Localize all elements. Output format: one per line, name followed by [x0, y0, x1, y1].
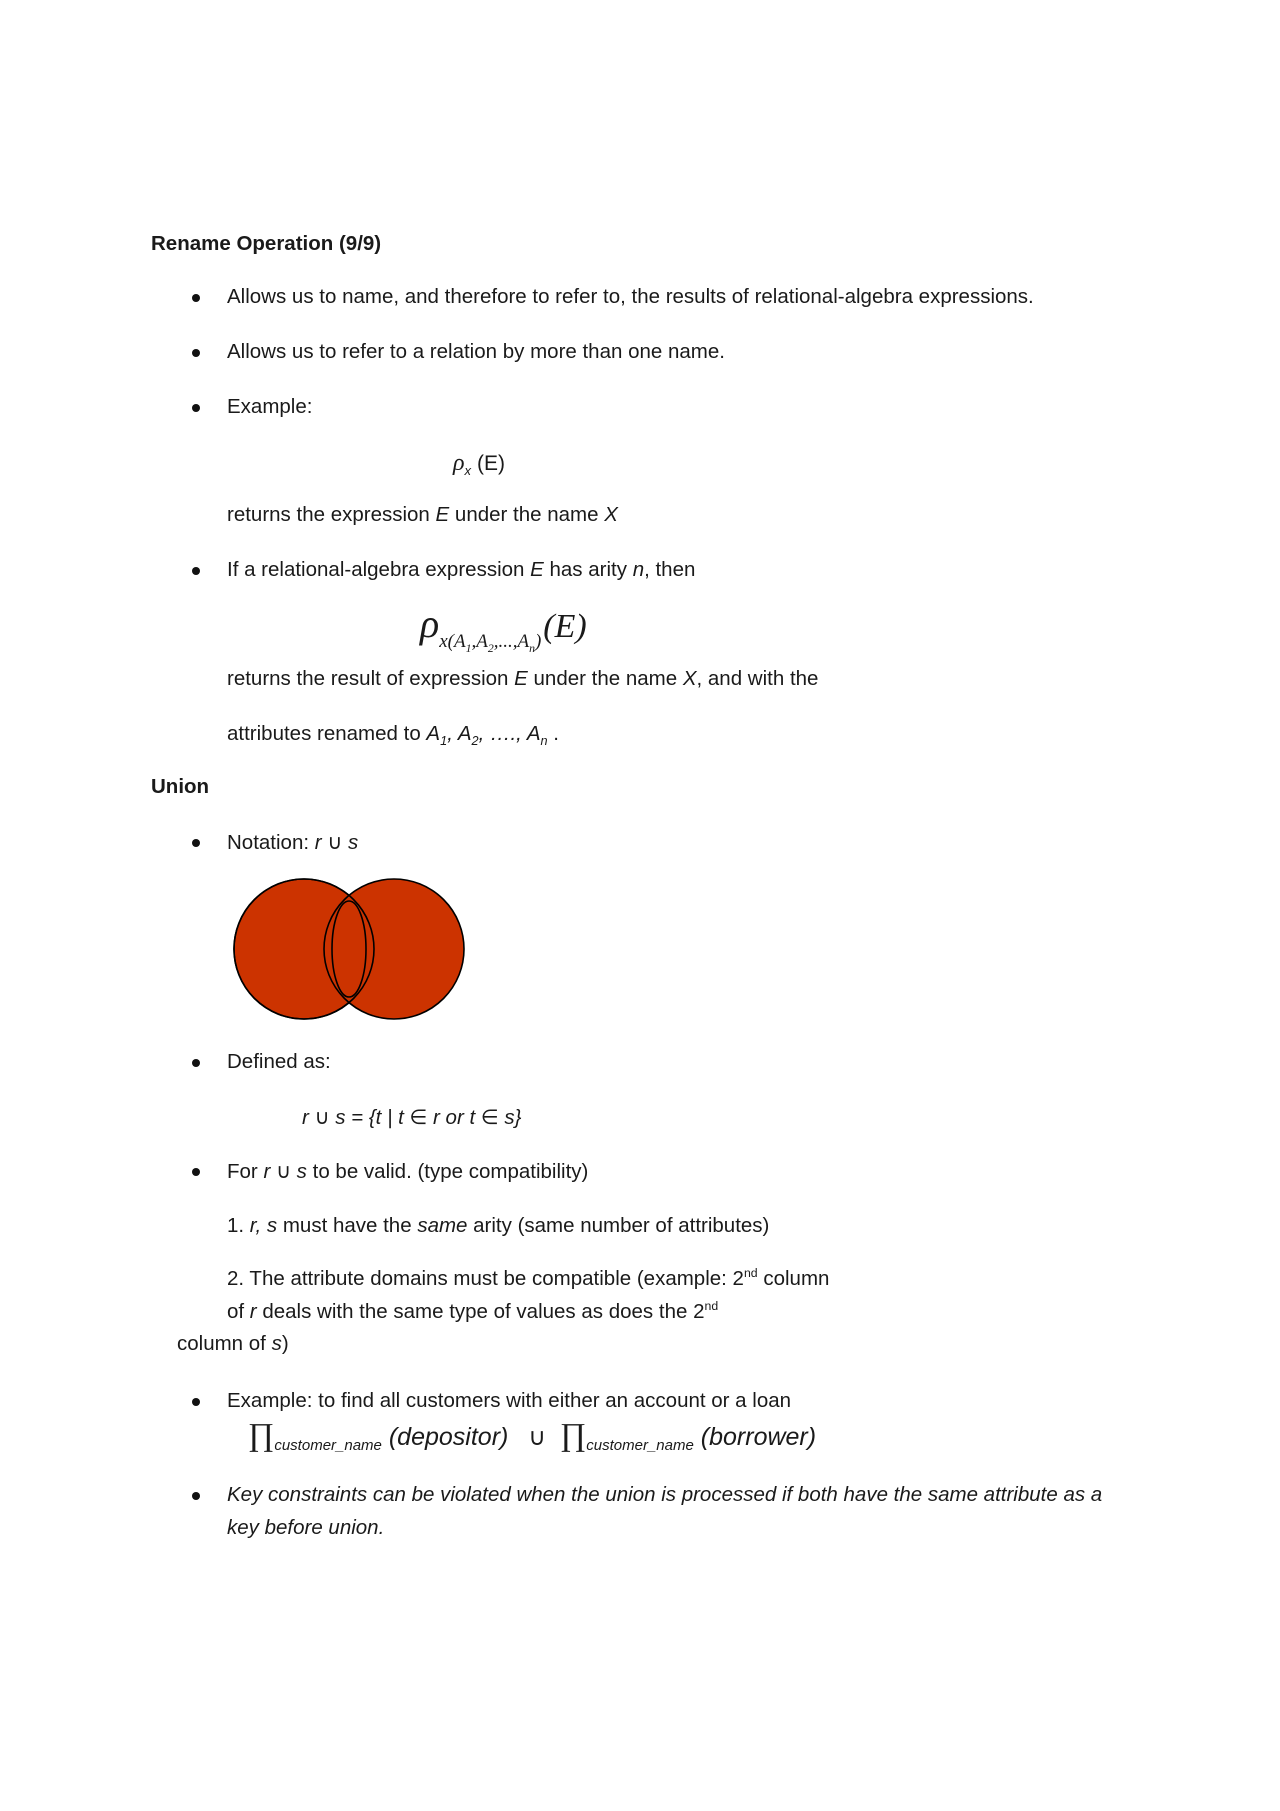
section-heading-union: Union [151, 775, 210, 798]
rename-returns-1: returns the expression E under the name X [227, 503, 618, 526]
union-condition-2-line-3: column of s) [177, 1332, 289, 1355]
rename-formula-simple: $\rho_x$ (E) [453, 450, 506, 479]
union-key-note-line-1: Key constraints can be violated when the union is processed if both have the same attribute as a [227, 1483, 1103, 1506]
bullet-dot [192, 1059, 200, 1067]
union-notation: Notation: r ∪ s [227, 831, 359, 854]
rename-bullet-1: Allows us to name, and therefore to refer to, the results of relational-algebra expressions. [227, 285, 1034, 308]
bullet-dot [192, 839, 200, 847]
bullet-dot [192, 1398, 200, 1406]
rename-formula-attributes: $\rho x(A_1,A_2,...,A_n)(E)$ [420, 601, 587, 655]
rename-bullet-2: Allows us to refer to a relation by more than one name. [227, 340, 725, 363]
union-definition-formula: r ∪ s = {t | t ∈ r or t ∈ s} [302, 1106, 522, 1129]
union-key-note-line-2: key before union. [227, 1516, 385, 1539]
union-validity: For r ∪ s to be valid. (type compatibility) [227, 1160, 589, 1183]
bullet-dot [192, 404, 200, 412]
rename-attributes-line: attributes renamed to $A_1$, $A_2$, …., $A_n$ . [227, 722, 559, 749]
union-condition-1: 1. r, s must have the same arity (same number of attributes) [227, 1214, 770, 1237]
rename-bullet-4: If a relational-algebra expression E has arity n, then [227, 558, 696, 581]
union-condition-2-line-2: of r deals with the same type of values as does the 2nd [227, 1299, 719, 1323]
bullet-dot [192, 294, 200, 302]
union-defined: Defined as: [227, 1050, 331, 1073]
union-example-formula: $\prod_{customer\_name}$ (depositor) ∪ $\prod_{customer\_name}$ (borrower) [248, 1416, 817, 1455]
bullet-dot [192, 567, 200, 575]
section-heading-rename: Rename Operation (9/9) [151, 232, 382, 255]
union-venn-diagram [226, 874, 472, 1024]
bullet-dot [192, 1492, 200, 1500]
bullet-dot [192, 1168, 200, 1176]
rename-bullet-3: Example: [227, 395, 313, 418]
bullet-dot [192, 349, 200, 357]
rename-returns-2: returns the result of expression E under the name X, and with the [227, 667, 819, 690]
union-example: Example: to find all customers with either an account or a loan [227, 1389, 792, 1412]
union-condition-2-line-1: 2. The attribute domains must be compatible (example: 2nd column [227, 1266, 830, 1290]
venn-circle-s [324, 879, 464, 1019]
